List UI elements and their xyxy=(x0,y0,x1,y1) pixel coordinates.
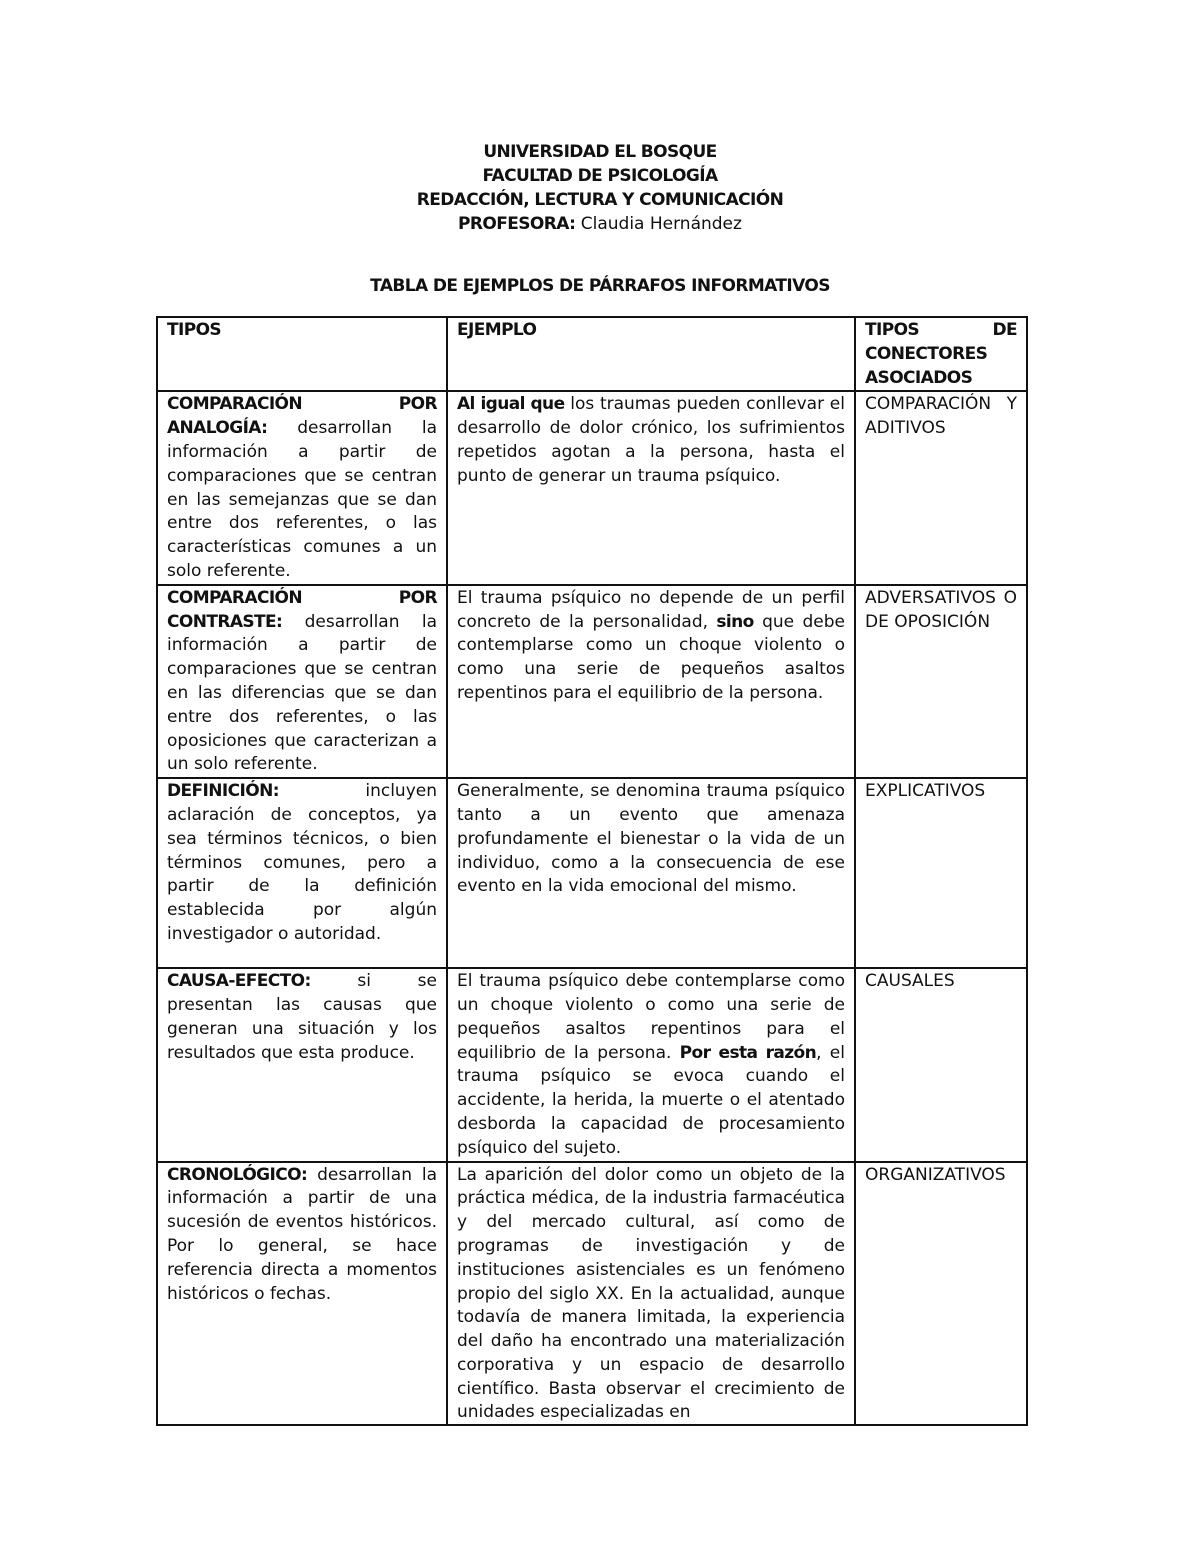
university-name: UNIVERSIDAD EL BOSQUE xyxy=(483,142,717,162)
type-cell xyxy=(157,391,447,584)
example-text-post: , el trauma psíquico se evoca cuando el accidente, la herida, la muerte o el atentado desborda la capacidad de procesamiento psíquico del sujeto. xyxy=(457,1042,845,1158)
example-cell xyxy=(447,968,855,1161)
example-cell xyxy=(447,778,855,968)
professor-label: PROFESORA: xyxy=(458,214,576,234)
table-row xyxy=(157,391,1027,584)
table-title: TABLA DE EJEMPLOS DE PÁRRAFOS INFORMATIVOS xyxy=(370,276,830,296)
course-name: REDACCIÓN, LECTURA Y COMUNICACIÓN xyxy=(416,190,784,210)
example-text-pre: Generalmente, se denomina trauma psíquico tanto a un evento que amenaza profundamente el bienestar o la vida de un individuo, como a la consecuencia de ese evento en la vida emocional del mismo. xyxy=(457,781,845,897)
type-cell xyxy=(157,585,447,778)
connectors-cell: EXPLICATIVOS xyxy=(855,778,1027,968)
example-cell xyxy=(447,391,855,584)
example-text-post: que debe contemplarse como un choque violento o como una serie de pequeños asaltos repentinos para el equilibrio de la persona. xyxy=(457,611,845,703)
type-cell xyxy=(157,778,447,968)
example-text-clip xyxy=(457,1164,845,1424)
type-description: desarrollan la información a partir de una sucesión de eventos históricos. Por lo general, se hace referencia directa a momentos históricos o fechas. xyxy=(167,1164,437,1304)
type-description: si se presentan las causas que generan una situación y los resultados que esta produce. xyxy=(167,971,437,1063)
type-description: desarrollan la información a partir de comparaciones que se centran en las diferencias que se dan entre dos referentes, o las oposiciones que caracterizan a un solo referente. xyxy=(167,611,437,775)
connectors-cell: ADVERSATIVOS O DE OPOSICIÓN xyxy=(855,585,1027,778)
document-header xyxy=(0,140,1200,236)
example-text-pre: El trauma psíquico no depende de un perfil concreto de la personalidad, xyxy=(457,587,845,632)
column-header-types: TIPOS xyxy=(157,317,447,391)
type-label: COMPARACIÓN POR ANALOGÍA: xyxy=(167,394,437,439)
connectors-cell: CAUSALES xyxy=(855,968,1027,1161)
table-row xyxy=(157,1162,1027,1425)
table-row xyxy=(157,585,1027,778)
example-text-pre: La aparición del dolor como un objeto de la práctica médica, de la industria farmacéutica y del mercado cultural, así como de programas de investigación y de instituciones asistenciales es un fenómeno propio del siglo XX. En la actualidad, aunque todavía de manera limitada, la experiencia del daño ha encontrado una materialización corporativa y un espacio de desarrollo científico. Basta observar el crecimiento de unidades especializadas en xyxy=(457,1164,845,1423)
type-label: DEFINICIÓN: xyxy=(167,781,279,802)
table-header-row xyxy=(157,317,1027,391)
connector-highlight: sino xyxy=(716,611,754,632)
faculty-name: FACULTAD DE PSICOLOGÍA xyxy=(482,166,718,186)
type-label: CRONOLÓGICO: xyxy=(167,1164,308,1185)
examples-table xyxy=(156,316,1028,1426)
professor-name: Claudia Hernández xyxy=(580,214,742,234)
type-label: CAUSA-EFECTO: xyxy=(167,971,311,992)
connectors-cell: COMPARACIÓN Y ADITIVOS xyxy=(855,391,1027,584)
example-cell xyxy=(447,1162,855,1425)
table-row xyxy=(157,968,1027,1161)
connector-highlight: Por esta razón xyxy=(679,1042,817,1063)
example-cell xyxy=(447,585,855,778)
type-cell xyxy=(157,1162,447,1425)
type-label: COMPARACIÓN POR CONTRASTE: xyxy=(167,587,437,632)
table-row xyxy=(157,778,1027,968)
column-header-connectors: TIPOS DE CONECTORES ASOCIADOS xyxy=(855,317,1027,391)
example-text-post: los traumas pueden conllevar el desarrollo de dolor crónico, los sufrimientos repetidos agotan a la persona, hasta el punto de generar un trauma psíquico. xyxy=(457,394,845,486)
example-text-pre: El trauma psíquico debe contemplarse como un choque violento o como una serie de pequeños asaltos repentinos para el equilibrio de la persona. xyxy=(457,971,845,1063)
connector-highlight: Al igual que xyxy=(457,394,565,415)
type-description: desarrollan la información a partir de comparaciones que se centran en las semejanzas que se dan entre dos referentes, o las características comunes a un solo referente. xyxy=(167,418,437,581)
column-header-example: EJEMPLO xyxy=(447,317,855,391)
professor-line xyxy=(0,212,1200,236)
connectors-cell: ORGANIZATIVOS xyxy=(855,1162,1027,1425)
type-description: incluyen aclaración de conceptos, ya sea términos técnicos, o bien términos comunes, pero a partir de la definición establecida por algún investigador o autoridad. xyxy=(167,781,437,944)
type-cell xyxy=(157,968,447,1161)
